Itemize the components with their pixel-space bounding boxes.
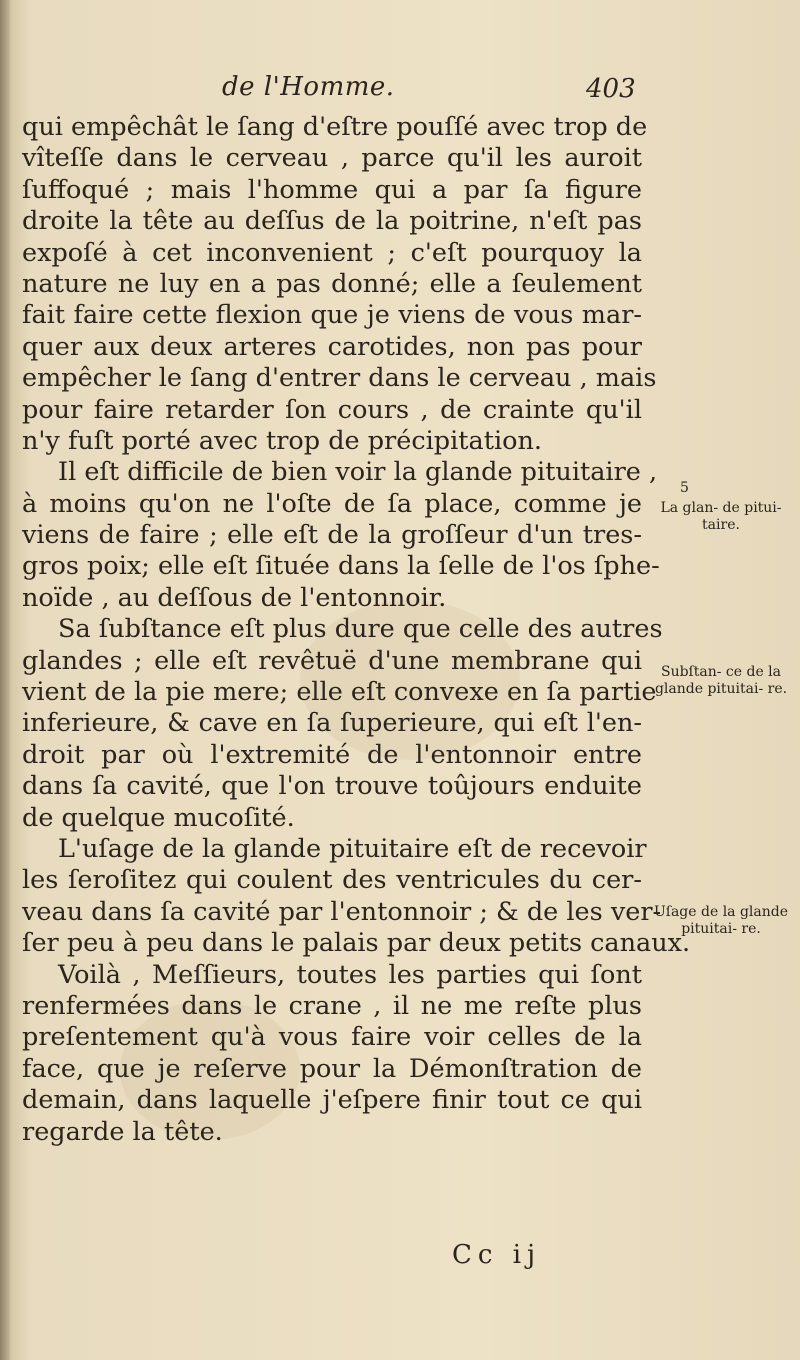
text-line: veau dans ſa cavité par l'entonnoir ; & de les ver- <box>22 896 662 927</box>
text-line: L'uſage de la glande pituitaire eſt de recevoir <box>58 833 647 864</box>
margin-note-gland: La glan- de pitui- taire. <box>660 500 782 533</box>
text-line: les ſeroſitez qui coulent des ventricules du cer- <box>22 865 642 896</box>
text-line: droite la tête au deſſus de la poitrine, n'eſt pas <box>22 206 642 237</box>
text-line: empêcher le ſang d'entrer dans le cerveau , mais <box>22 363 657 394</box>
text-line: Il eſt difficile de bien voir la glande pituitaire , <box>58 457 658 488</box>
text-line: expoſé à cet inconvenient ; c'eſt pourquoy la <box>22 237 642 268</box>
section-mark: 5 <box>680 480 689 496</box>
text-line: vient de la pie mere; elle eſt convexe en ſa partie <box>22 677 657 708</box>
text-line: pour faire retarder ſon cours , de crainte qu'il <box>22 394 642 425</box>
text-line: noïde , au deſſous de l'entonnoir. <box>22 582 447 613</box>
text-line: vîteſſe dans le cerveau , parce qu'il les auroit <box>22 143 642 174</box>
text-line: gros poix; elle eſt ſituée dans la ſelle de l'os ſphe- <box>22 551 660 582</box>
text-line: face, que je reſerve pour la Démonſtration de <box>22 1053 642 1084</box>
margin-note-substance: Subſtan- ce de la glande pituitai- re. <box>654 664 788 697</box>
body-text <box>22 112 691 1148</box>
text-line: qui empêchât le ſang d'eſtre pouſſé avec trop de <box>22 112 648 142</box>
text-line: viens de faire ; elle eſt de la groſſeur d'un tres- <box>22 520 642 551</box>
text-line: Sa ſubſtance eſt plus dure que celle des autres <box>58 614 663 645</box>
text-line: glandes ; elle eſt revêtuë d'une membrane qui <box>22 645 642 676</box>
text-line: regarde la tête. <box>22 1116 223 1147</box>
book-spine-shadow <box>0 0 10 1360</box>
text-line: à moins qu'on ne l'oſte de ſa place, comme je <box>22 488 642 519</box>
text-line: n'y fuſt porté avec trop de précipitation. <box>22 425 542 456</box>
text-line: Voilà , Meſſieurs, toutes les parties qui ſont <box>58 959 642 990</box>
text-line: demain, dans laquelle j'eſpere finir tout ce qui <box>22 1085 642 1116</box>
text-line: ſuffoqué ; mais l'homme qui a par ſa figure <box>22 174 642 205</box>
text-line: inferieure, & cave en ſa ſuperieure, qui eſt l'en- <box>22 708 642 739</box>
text-line: de quelque mucoſité. <box>22 802 295 833</box>
page-number: 403 <box>586 74 636 104</box>
signature-mark: Cc ij <box>452 1240 542 1270</box>
text-line: preſentement qu'à vous faire voir celles de la <box>22 1022 642 1053</box>
text-line: droit par où l'extremité de l'entonnoir entre <box>22 739 642 770</box>
page-header <box>0 70 800 110</box>
text-line: fait faire cette flexion que je viens de vous mar- <box>22 300 642 331</box>
margin-note-usage: Uſage de la glande pituitai- re. <box>653 904 789 937</box>
text-line: quer aux deux arteres carotides, non pas pour <box>22 331 642 362</box>
text-line: ſer peu à peu dans le palais par deux petits canaux. <box>22 928 691 959</box>
text-line: dans ſa cavité, que l'on trouve toûjours enduite <box>22 771 642 802</box>
text-line: renfermées dans le crane , il ne me reſte plus <box>22 990 642 1021</box>
text-line: nature ne luy en a pas donné; elle a ſeulement <box>22 268 642 299</box>
running-title: de l'Homme. <box>222 72 395 102</box>
